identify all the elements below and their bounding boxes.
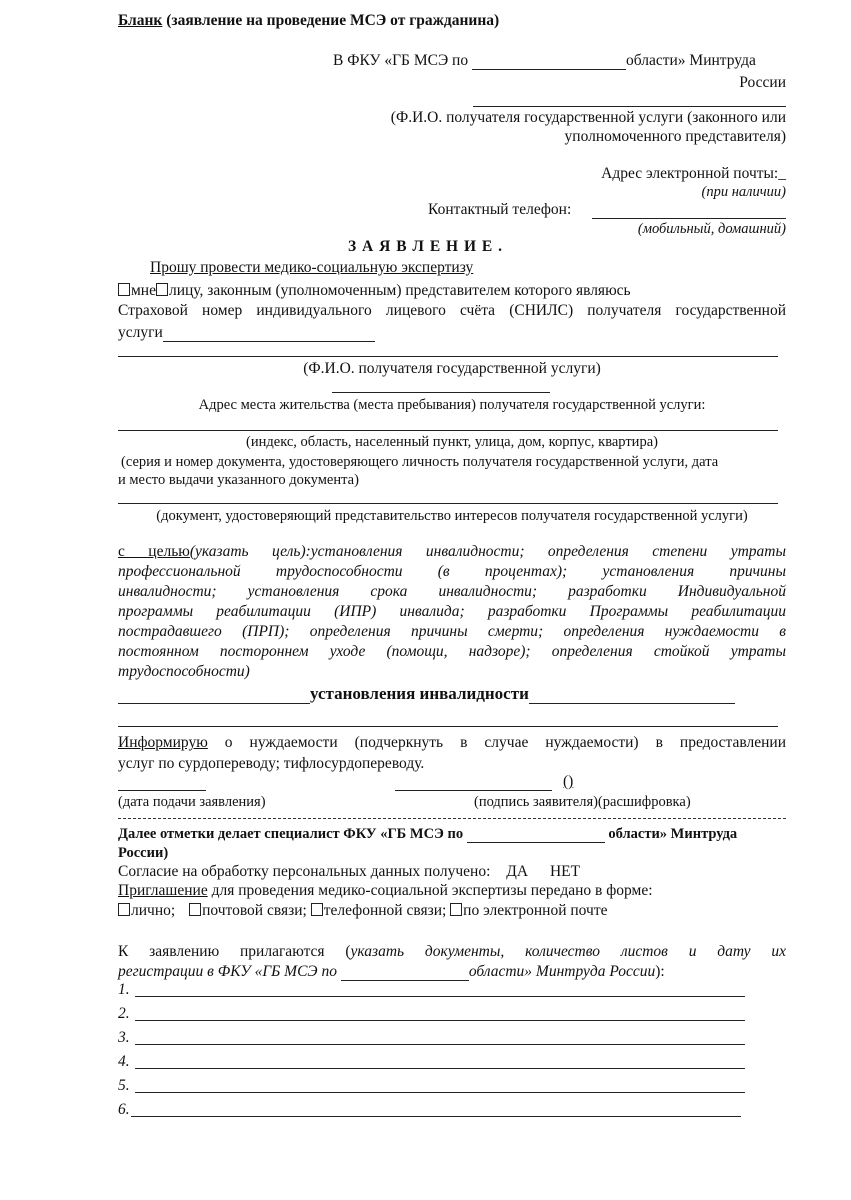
phone-field[interactable]	[592, 218, 786, 219]
purpose-line-7: трудоспособности)	[118, 663, 250, 680]
email-label: Адрес электронной почты:_	[601, 165, 786, 182]
date-caption: (дата подачи заявления)	[118, 794, 266, 810]
id-caption-2: и место выдачи указанного документа)	[118, 472, 359, 488]
invitation-row: Приглашение для проведения медико-социальной экспертизы передано в форме:	[118, 882, 653, 899]
attachment-field-1[interactable]	[135, 996, 745, 997]
address-label: Адрес места жительства (места пребывания) получателя государственной услуги:	[198, 397, 706, 413]
section-divider	[118, 818, 786, 819]
representative-doc-field[interactable]	[118, 503, 778, 504]
attachment-number-6: 6.	[118, 1101, 130, 1118]
addressee-line-2: России	[739, 74, 786, 91]
email-hint: (при наличии)	[701, 184, 786, 200]
date-field[interactable]	[118, 790, 206, 791]
purpose-selected-value[interactable]: установления инвалидности	[310, 684, 529, 703]
representative-doc-caption: (документ, удостоверяющий представительство интересов получателя государственной услуги)	[156, 508, 748, 524]
request-text: Прошу провести медико-социальную экспертизу	[150, 259, 474, 276]
snils-line-1: Страховой номер индивидуального лицевого счёта (СНИЛС) получателя государственной	[118, 302, 786, 319]
purpose-line-2: профессиональной трудоспособности (в процентах); установления причины	[118, 563, 786, 580]
id-caption-1: (серия и номер документа, удостоверяющего личность получателя государственной услуги, дата	[121, 454, 719, 470]
invitation-options: лично; почтовой связи; телефонной связи; по электронной почте	[118, 902, 607, 920]
snils-line-2: услуги	[118, 324, 375, 342]
consent-yes-option[interactable]: ДА	[506, 863, 529, 880]
specialist-region-field[interactable]	[467, 842, 605, 843]
applicant-fio-caption-2: уполномоченного представителя)	[564, 128, 786, 145]
address-field[interactable]	[118, 430, 778, 431]
purpose-line-4: программы реабилитации (ИПР) инвалида; разработки Программы реабилитации	[118, 603, 786, 620]
attachments-line-2: регистрации в ФКУ «ГБ МСЭ по области» Минтруда России):	[118, 963, 665, 980]
checkbox-me[interactable]	[118, 283, 130, 296]
purpose-line-5: пострадавшего (ПРП); определения причины смерти; определения нуждаемости в	[118, 623, 786, 640]
option-person-label: лицу, законным (уполномоченным) представителем которого являюсь	[168, 282, 631, 299]
attachment-field-5[interactable]	[135, 1092, 745, 1093]
recipient-fio-extra-line[interactable]	[332, 392, 550, 393]
attachments-region-field[interactable]	[341, 980, 469, 981]
attachment-number-1: 1.	[118, 981, 130, 998]
checkbox-email[interactable]	[450, 903, 462, 916]
applicant-fio-caption-1: (Ф.И.О. получателя государственной услуги (законного или	[390, 109, 786, 126]
specialist-line-2: России)	[118, 845, 169, 861]
specialist-line-1: Далее отметки делает специалист ФКУ «ГБ МСЭ по области» Минтруда	[118, 826, 738, 842]
consent-no-option[interactable]: НЕТ	[549, 863, 581, 880]
attachment-number-4: 4.	[118, 1053, 130, 1070]
attachment-number-3: 3.	[118, 1029, 130, 1046]
region-field[interactable]	[472, 69, 626, 70]
purpose-selected-row	[118, 684, 735, 704]
phone-hint: (мобильный, домашний)	[637, 221, 786, 237]
attachment-field-6[interactable]	[131, 1116, 741, 1117]
consent-label: Согласие на обработку персональных данных получено:	[118, 863, 491, 880]
attachment-field-3[interactable]	[135, 1044, 745, 1045]
snils-field[interactable]	[163, 341, 375, 342]
checkbox-phone[interactable]	[311, 903, 323, 916]
purpose-label: с целью	[118, 543, 190, 560]
checkbox-represented-person[interactable]	[156, 283, 168, 296]
inform-label: Информирую	[118, 734, 208, 751]
phone-label: Контактный телефон:	[428, 201, 572, 218]
recipient-options	[118, 282, 631, 300]
address-caption: (индекс, область, населенный пункт, улица, дом, корпус, квартира)	[246, 434, 658, 450]
signature-caption: (подпись заявителя)(расшифровка)	[474, 794, 691, 810]
purpose-extra-line[interactable]	[118, 726, 778, 727]
option-me-label: мне	[131, 282, 156, 299]
purpose-line-1: с целью(указать цель):установления инвалидности; определения степени утраты	[118, 543, 786, 560]
purpose-line-6: постоянном постороннем уходе (помощи, надзоре); определения стойкой утраты	[118, 643, 786, 660]
applicant-fio-field[interactable]	[473, 106, 786, 107]
title-blank-word: Бланк	[118, 12, 163, 29]
recipient-fio-field[interactable]	[118, 356, 778, 357]
attachment-number-2: 2.	[118, 1005, 130, 1022]
title-rest: (заявление на проведение МСЭ от гражданина)	[162, 12, 500, 29]
inform-line-1: Информирую о нуждаемости (подчеркнуть в случае нуждаемости) в предоставлении	[118, 734, 786, 751]
signature-field[interactable]	[395, 790, 552, 791]
addressee-line-1: В ФКУ «ГБ МСЭ по области» Минтруда	[333, 52, 756, 69]
attachment-field-4[interactable]	[135, 1068, 745, 1069]
consent-row	[118, 863, 580, 881]
document-title	[118, 12, 499, 30]
attachment-field-2[interactable]	[135, 1020, 745, 1021]
invitation-label: Приглашение	[118, 882, 208, 899]
attachment-number-5: 5.	[118, 1077, 130, 1094]
recipient-fio-caption: (Ф.И.О. получателя государственной услуги)	[303, 360, 601, 377]
purpose-line-3: инвалидности; установления срока инвалидности; разработки Индивидуальной	[118, 583, 786, 600]
signature-parens: ()	[563, 773, 574, 790]
checkbox-in-person[interactable]	[118, 903, 130, 916]
inform-line-2: услуг по сурдопереводу; тифлосурдопереводу.	[118, 755, 425, 772]
attachments-line-1: К заявлению прилагаются (указать документы, количество листов и дату их	[118, 943, 786, 960]
statement-heading: З А Я В Л Е Н И Е .	[348, 238, 503, 255]
checkbox-postal[interactable]	[189, 903, 201, 916]
